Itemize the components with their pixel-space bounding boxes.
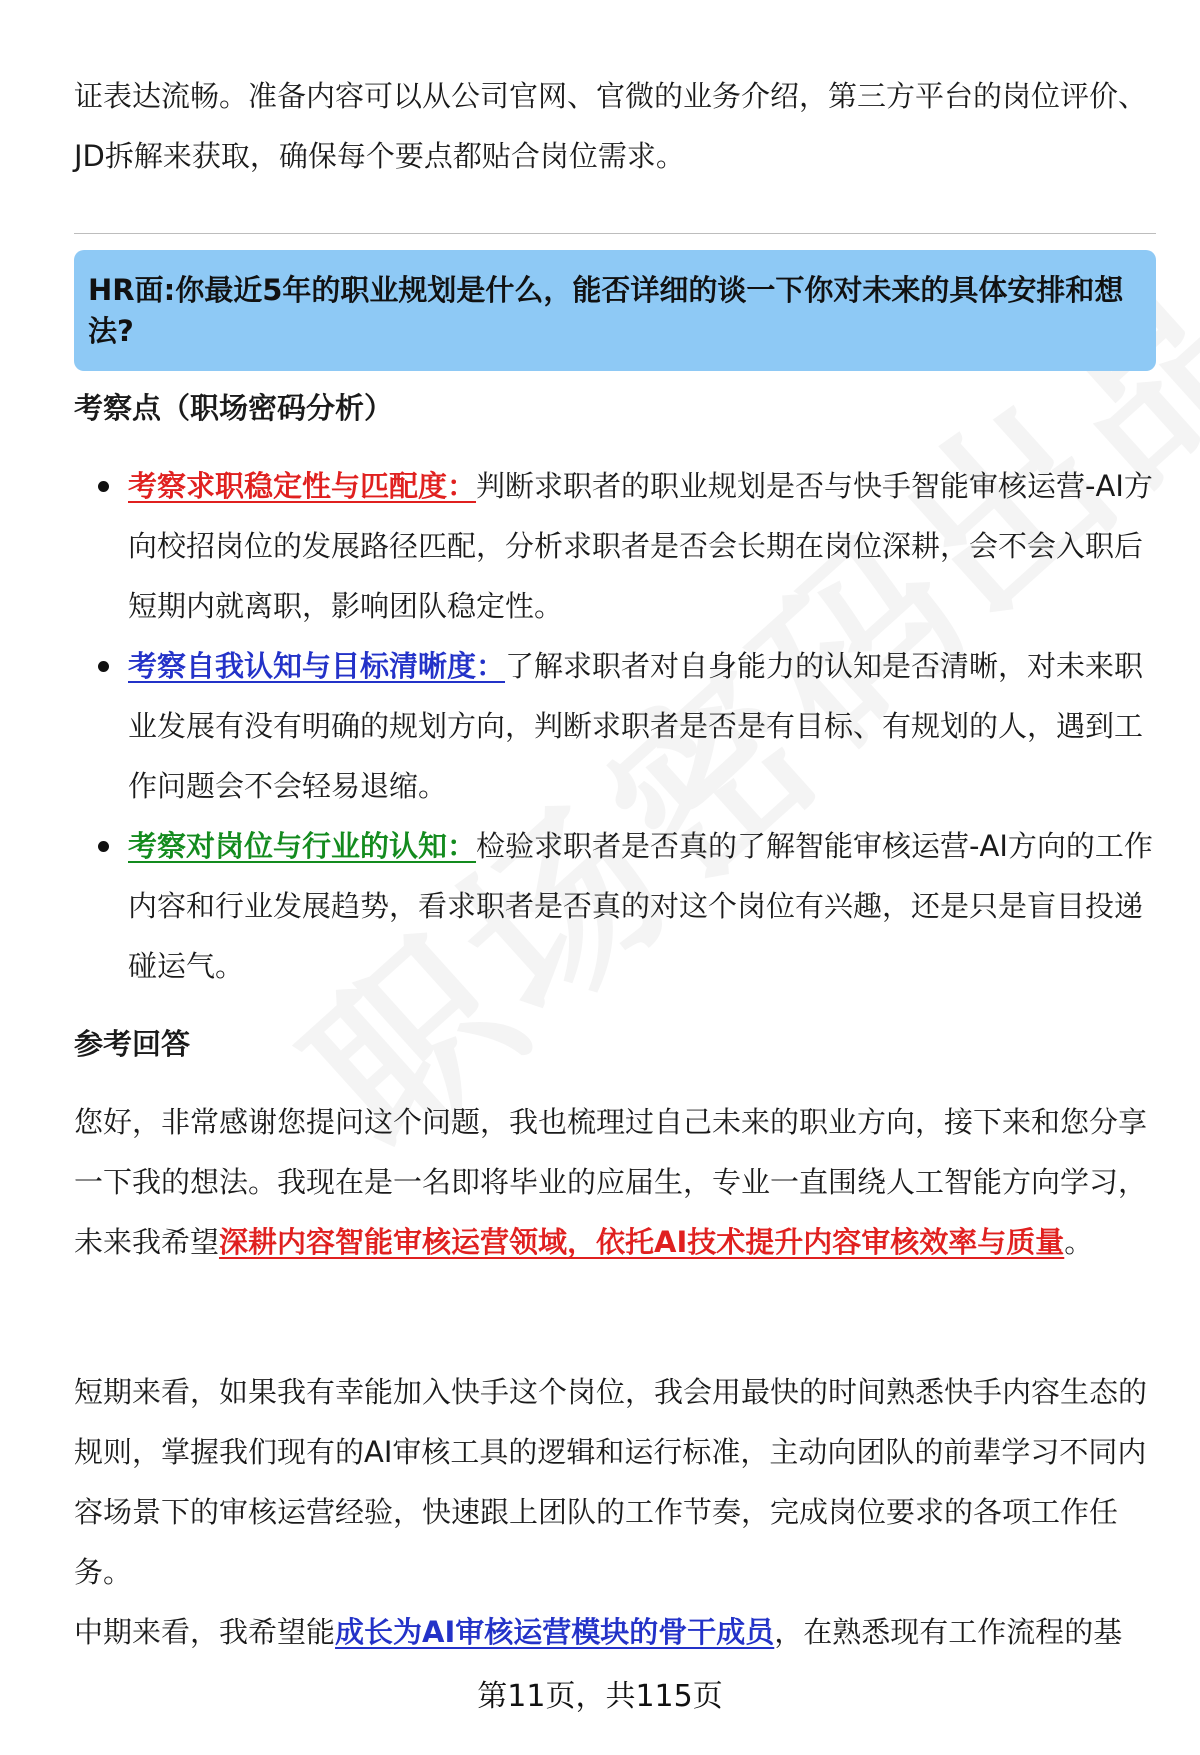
mid-term-tail: ，在熟悉现有工作流程的基 xyxy=(774,1615,1123,1649)
point-text: 检验求职者是否真的了解智能审核运营-AI方向的工作内容和行业发展趋势，看求职者是否真的对这个岗位有兴趣，还是只是盲目投递碰运气。 xyxy=(128,829,1153,983)
answer-lead: 您好，非常感谢您提问这个问题，我也梳理过自己未来的职业方向，接下来和您分享一下我的想法。我现在是一名即将毕业的应届生，专业一直围绕人工智能方向学习，未来我希望 xyxy=(74,1105,1148,1259)
point-text: 判断求职者的职业规划是否与快手智能审核运营-AI方向校招岗位的发展路径匹配，分析求职者是否会长期在岗位深耕，会不会入职后短期内就离职，影响团队稳定性。 xyxy=(128,469,1153,623)
point-keyword: 考察求职稳定性与匹配度： xyxy=(128,469,477,503)
assessment-points-list xyxy=(74,456,1156,996)
mid-term-highlight: 成长为AI审核运营模块的骨干成员 xyxy=(335,1615,775,1649)
mid-term-lead: 中期来看，我希望能 xyxy=(74,1615,336,1649)
point-keyword: 考察对岗位与行业的认知： xyxy=(128,829,477,863)
points-heading: 考察点（职场密码分析） xyxy=(74,391,394,425)
intro-paragraph: 证表达流畅。准备内容可以从公司官网、官微的业务介绍，第三方平台的岗位评价、JD拆解来获取，确保每个要点都贴合岗位需求。 xyxy=(74,79,1148,173)
list-item xyxy=(74,636,1156,816)
answer-heading: 参考回答 xyxy=(74,1027,191,1061)
bullet-icon xyxy=(98,841,109,852)
answer-tail: 。 xyxy=(1064,1225,1094,1259)
list-item xyxy=(74,456,1156,636)
mid-term-paragraph xyxy=(74,1602,1154,1662)
answer-paragraph xyxy=(74,1092,1154,1272)
bullet-icon xyxy=(98,481,109,492)
point-keyword: 考察自我认知与目标清晰度： xyxy=(128,649,506,683)
divider xyxy=(74,233,1156,234)
list-item xyxy=(74,816,1156,996)
question-box: HR面:你最近5年的职业规划是什么，能否详细的谈一下你对未来的具体安排和想法? xyxy=(74,250,1156,371)
short-term-paragraph: 短期来看，如果我有幸能加入快手这个岗位，我会用最快的时间熟悉快手内容生态的规则，掌握我们现有的AI审核工具的逻辑和运行标准，主动向团队的前辈学习不同内容场景下的审核运营经验，快速跟上团队的工作节奏，完成岗位要求的各项工作任务。 xyxy=(74,1375,1148,1589)
point-text: 了解求职者对自身能力的认知是否清晰，对未来职业发展有没有明确的规划方向，判断求职者是否是有目标、有规划的人，遇到工作问题会不会轻易退缩。 xyxy=(128,649,1144,803)
answer-highlight: 深耕内容智能审核运营领域，依托AI技术提升内容审核效率与质量 xyxy=(219,1225,1065,1259)
page-number-footer: 第11页，共115页 xyxy=(477,1679,723,1714)
bullet-icon xyxy=(98,661,109,672)
